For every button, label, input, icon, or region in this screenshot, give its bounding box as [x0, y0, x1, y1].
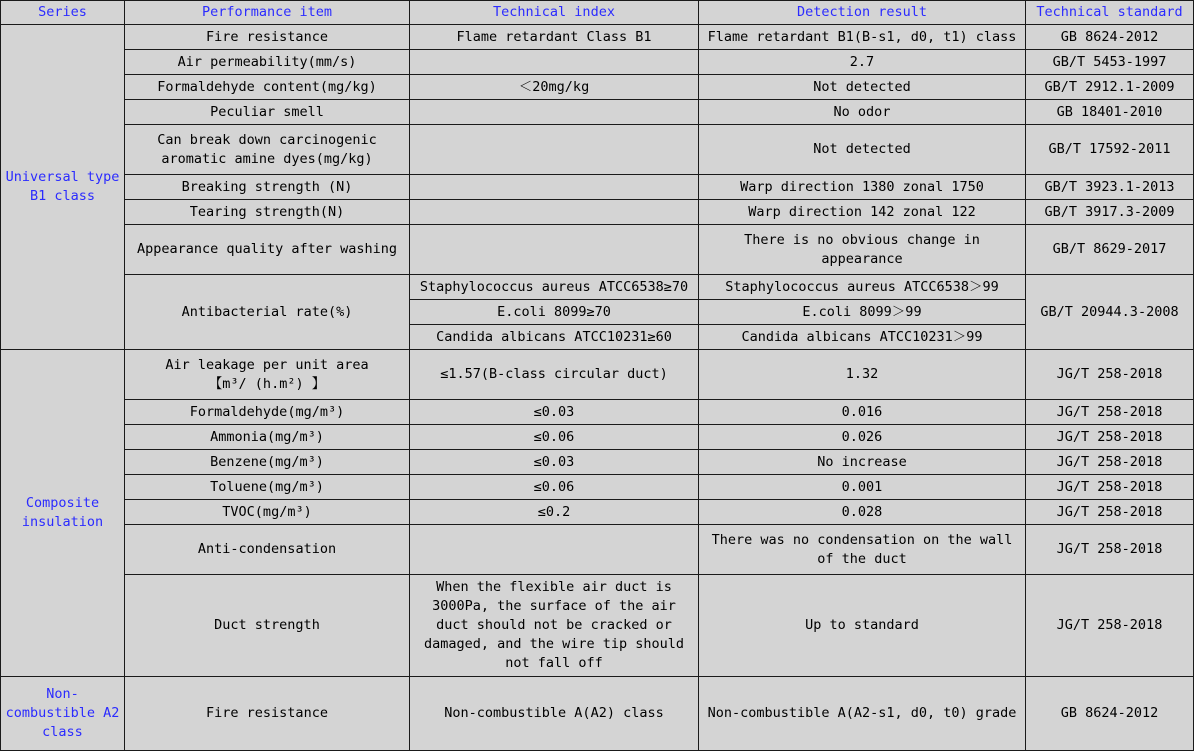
technical-index [410, 525, 699, 575]
table-row [1, 575, 1194, 677]
table-row [1, 175, 1194, 200]
technical-index: ≤1.57(B-class circular duct) [410, 350, 699, 400]
performance-item: Formaldehyde content(mg/kg) [125, 75, 410, 100]
technical-standard: GB/T 3917.3-2009 [1026, 200, 1194, 225]
technical-index: ≤0.06 [410, 425, 699, 450]
header-performance-item: Performance item [125, 1, 410, 25]
technical-standard: JG/T 258-2018 [1026, 450, 1194, 475]
detection-result: Staphylococcus aureus ATCC6538＞99 [699, 275, 1026, 300]
technical-index [410, 125, 699, 175]
detection-result: 1.32 [699, 350, 1026, 400]
technical-standard: JG/T 258-2018 [1026, 400, 1194, 425]
detection-result: E.coli 8099＞99 [699, 300, 1026, 325]
performance-item: Duct strength [125, 575, 410, 677]
performance-item: Fire resistance [125, 25, 410, 50]
performance-item [125, 350, 410, 400]
technical-index: Flame retardant Class B1 [410, 25, 699, 50]
detection-result: No increase [699, 450, 1026, 475]
technical-standard: GB 8624-2012 [1026, 677, 1194, 751]
detection-result: Warp direction 1380 zonal 1750 [699, 175, 1026, 200]
technical-index [410, 225, 699, 275]
performance-item-line1: Air leakage per unit area [165, 356, 369, 373]
header-row [1, 1, 1194, 25]
detection-result: Candida albicans ATCC10231＞99 [699, 325, 1026, 350]
performance-item: Fire resistance [125, 677, 410, 751]
detection-result: 0.028 [699, 500, 1026, 525]
technical-standard: JG/T 258-2018 [1026, 525, 1194, 575]
technical-standard: JG/T 258-2018 [1026, 425, 1194, 450]
table-row [1, 75, 1194, 100]
table-row [1, 225, 1194, 275]
technical-index: ≤0.03 [410, 400, 699, 425]
technical-index [410, 175, 699, 200]
technical-standard: JG/T 258-2018 [1026, 350, 1194, 400]
table-row [1, 475, 1194, 500]
detection-result: 2.7 [699, 50, 1026, 75]
technical-index: ＜20mg/kg [410, 75, 699, 100]
header-technical-standard: Technical standard [1026, 1, 1194, 25]
technical-standard: GB/T 2912.1-2009 [1026, 75, 1194, 100]
technical-standard: JG/T 258-2018 [1026, 575, 1194, 677]
technical-standard: GB/T 5453-1997 [1026, 50, 1194, 75]
technical-standard: GB 8624-2012 [1026, 25, 1194, 50]
performance-item: Benzene(mg/m³) [125, 450, 410, 475]
technical-index: Candida albicans ATCC10231≥60 [410, 325, 699, 350]
header-detection-result: Detection result [699, 1, 1026, 25]
technical-index: Non-combustible A(A2) class [410, 677, 699, 751]
detection-result: Warp direction 142 zonal 122 [699, 200, 1026, 225]
table-row [1, 50, 1194, 75]
table-row [1, 275, 1194, 300]
performance-item: Toluene(mg/m³) [125, 475, 410, 500]
table-row [1, 425, 1194, 450]
table-row [1, 450, 1194, 475]
technical-standard: GB/T 8629-2017 [1026, 225, 1194, 275]
detection-result: Not detected [699, 125, 1026, 175]
performance-item: Air permeability(mm/s) [125, 50, 410, 75]
series-non-combustible-a2: Non-combustible A2 class [1, 677, 125, 751]
detection-result: 0.001 [699, 475, 1026, 500]
detection-result: No odor [699, 100, 1026, 125]
performance-item: Breaking strength (N) [125, 175, 410, 200]
detection-result: 0.026 [699, 425, 1026, 450]
technical-standard: GB/T 20944.3-2008 [1026, 275, 1194, 350]
performance-item: Tearing strength(N) [125, 200, 410, 225]
technical-index: ≤0.06 [410, 475, 699, 500]
performance-item: Formaldehyde(mg/m³) [125, 400, 410, 425]
performance-item: Antibacterial rate(%) [125, 275, 410, 350]
table-row [1, 200, 1194, 225]
table-row [1, 677, 1194, 751]
technical-standard: GB/T 3923.1-2013 [1026, 175, 1194, 200]
performance-item: Can break down carcinogenic aromatic amine dyes(mg/kg) [125, 125, 410, 175]
technical-standard: GB 18401-2010 [1026, 100, 1194, 125]
table-row [1, 125, 1194, 175]
header-series: Series [1, 1, 125, 25]
technical-standard: GB/T 17592-2011 [1026, 125, 1194, 175]
detection-result: Up to standard [699, 575, 1026, 677]
technical-index [410, 50, 699, 75]
technical-index: When the flexible air duct is 3000Pa, the surface of the air duct should not be cracked or damaged, and the wire tip should not fall off [410, 575, 699, 677]
detection-result: There was no condensation on the wall of the duct [699, 525, 1026, 575]
header-technical-index: Technical index [410, 1, 699, 25]
performance-item: Appearance quality after washing [125, 225, 410, 275]
technical-index [410, 100, 699, 125]
detection-result: Non-combustible A(A2-s1, d0, t0) grade [699, 677, 1026, 751]
performance-item: TVOC(mg/m³) [125, 500, 410, 525]
table-row [1, 500, 1194, 525]
technical-standard: JG/T 258-2018 [1026, 475, 1194, 500]
detection-result: Flame retardant B1(B-s1, d0, t1) class [699, 25, 1026, 50]
technical-index: Staphylococcus aureus ATCC6538≥70 [410, 275, 699, 300]
detection-result: Not detected [699, 75, 1026, 100]
table-row [1, 350, 1194, 400]
technical-index: ≤0.03 [410, 450, 699, 475]
detection-result: There is no obvious change in appearance [699, 225, 1026, 275]
performance-item: Anti-condensation [125, 525, 410, 575]
technical-index [410, 200, 699, 225]
series-universal-b1: Universal type B1 class [1, 25, 125, 350]
table-row [1, 400, 1194, 425]
technical-standard: JG/T 258-2018 [1026, 500, 1194, 525]
performance-item: Peculiar smell [125, 100, 410, 125]
technical-index: ≤0.2 [410, 500, 699, 525]
table-row [1, 100, 1194, 125]
table-row [1, 25, 1194, 50]
technical-index: E.coli 8099≥70 [410, 300, 699, 325]
performance-item-line2: 【m³/ (h.m²) 】 [208, 375, 326, 392]
series-composite-insulation: Composite insulation [1, 350, 125, 677]
performance-item: Ammonia(mg/m³) [125, 425, 410, 450]
table-row [1, 525, 1194, 575]
detection-result: 0.016 [699, 400, 1026, 425]
